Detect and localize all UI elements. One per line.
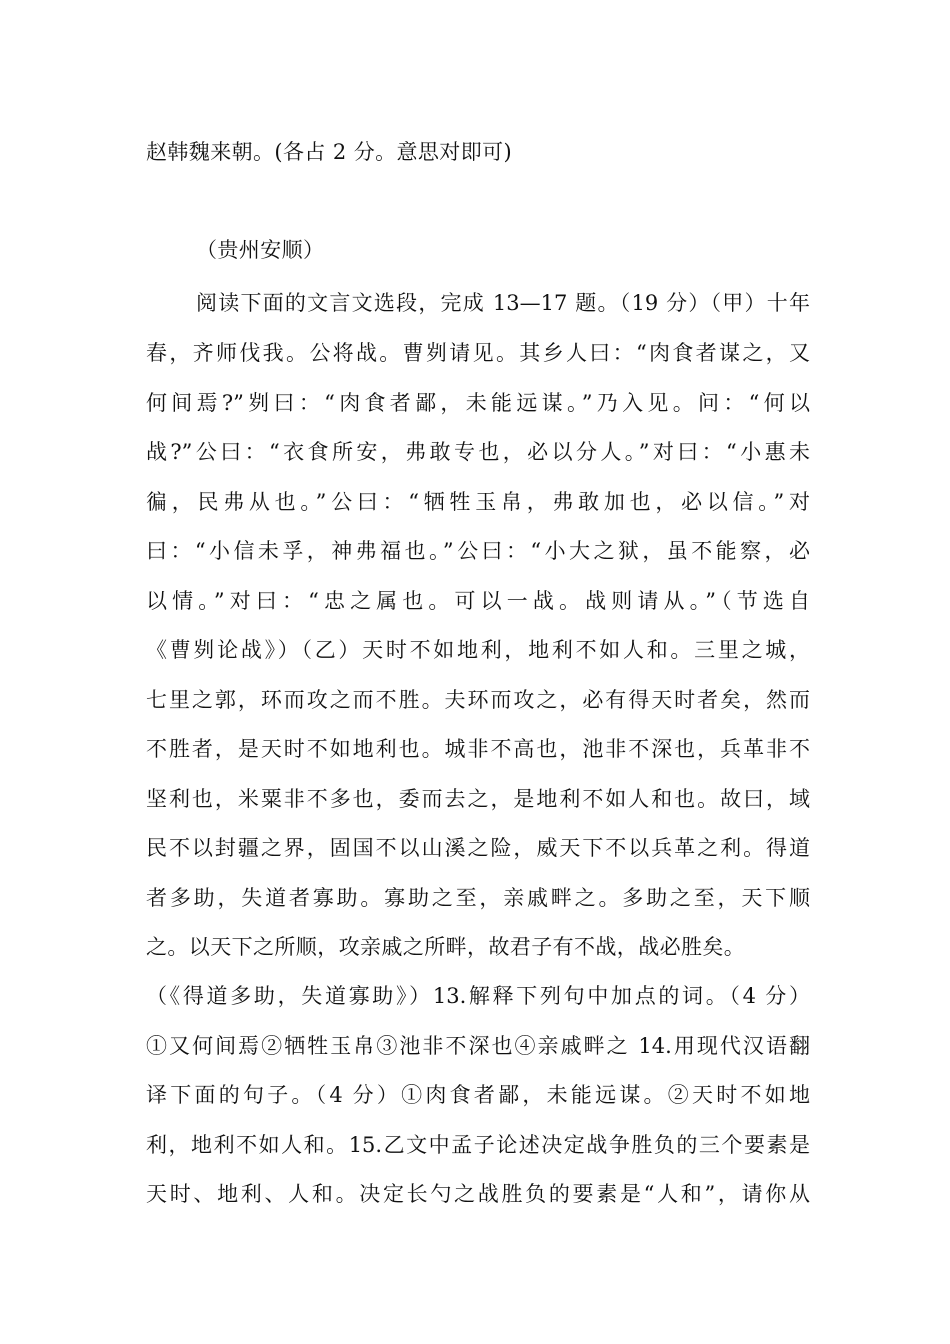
text-line-19: 天时、地利、人和。决定长勺之战胜负的要素是“人和”，请你从 (146, 1182, 810, 1206)
text-line-16: ①又何间焉②牺牲玉帛③池非不深也④亲戚畔之 14.用现代汉语翻 (146, 1034, 810, 1058)
text-line-6: 曰：“小信未孚，神弗福也。”公曰：“小大之狱，虽不能察，必 (146, 539, 810, 563)
text-line-2: 春，齐师伐我。公将战。曹刿请见。其乡人曰：“肉食者谋之，又 (146, 341, 810, 365)
text-line-18: 利，地利不如人和。15.乙文中孟子论述决定战争胜负的三个要素是 (146, 1133, 810, 1157)
text-line-11: 坚利也，米粟非不多也，委而去之，是地利不如人和也。故曰，域 (146, 787, 810, 811)
text-line-9: 七里之郭，环而攻之而不胜。夫环而攻之，必有得天时者矣，然而 (146, 688, 810, 712)
text-line-10: 不胜者，是天时不如地利也。城非不高也，池非不深也，兵革非不 (146, 737, 810, 761)
text-line-1: 阅读下面的文言文选段，完成 13—17 题。（19 分）（甲）十年 (196, 291, 810, 315)
text-line-7: 以情。”对曰：“忠之属也。可以一战。战则请从。”（节选自 (146, 589, 810, 613)
answer-note-line: 赵韩魏来朝。(各占 2 分。意思对即可) (146, 140, 513, 164)
source-label: （贵州安顺） (196, 238, 325, 262)
text-line-3: 何间焉?”刿曰：“肉食者鄙，未能远谋。”乃入见。问：“何以 (146, 391, 810, 415)
text-line-5: 徧，民弗从也。”公曰：“牺牲玉帛，弗敢加也，必以信。”对 (146, 490, 810, 514)
text-line-8: 《曹刿论战》）（乙）天时不如地利，地利不如人和。三里之城， (146, 638, 810, 662)
text-line-15: （《得道多助，失道寡助》）13.解释下列句中加点的词。（4 分） (146, 984, 810, 1008)
text-line-4: 战?”公曰：“衣食所安，弗敢专也，必以分人。”对曰：“小惠未 (146, 440, 810, 464)
text-line-13: 者多助，失道者寡助。寡助之至，亲戚畔之。多助之至，天下顺 (146, 886, 810, 910)
text-line-14: 之。以天下之所顺，攻亲戚之所畔，故君子有不战，战必胜矣。 (146, 935, 746, 959)
text-line-17: 译下面的句子。（4 分）①肉食者鄙，未能远谋。②天时不如地 (146, 1083, 810, 1107)
text-line-12: 民不以封疆之界，固国不以山溪之险，威天下不以兵革之利。得道 (146, 836, 810, 860)
